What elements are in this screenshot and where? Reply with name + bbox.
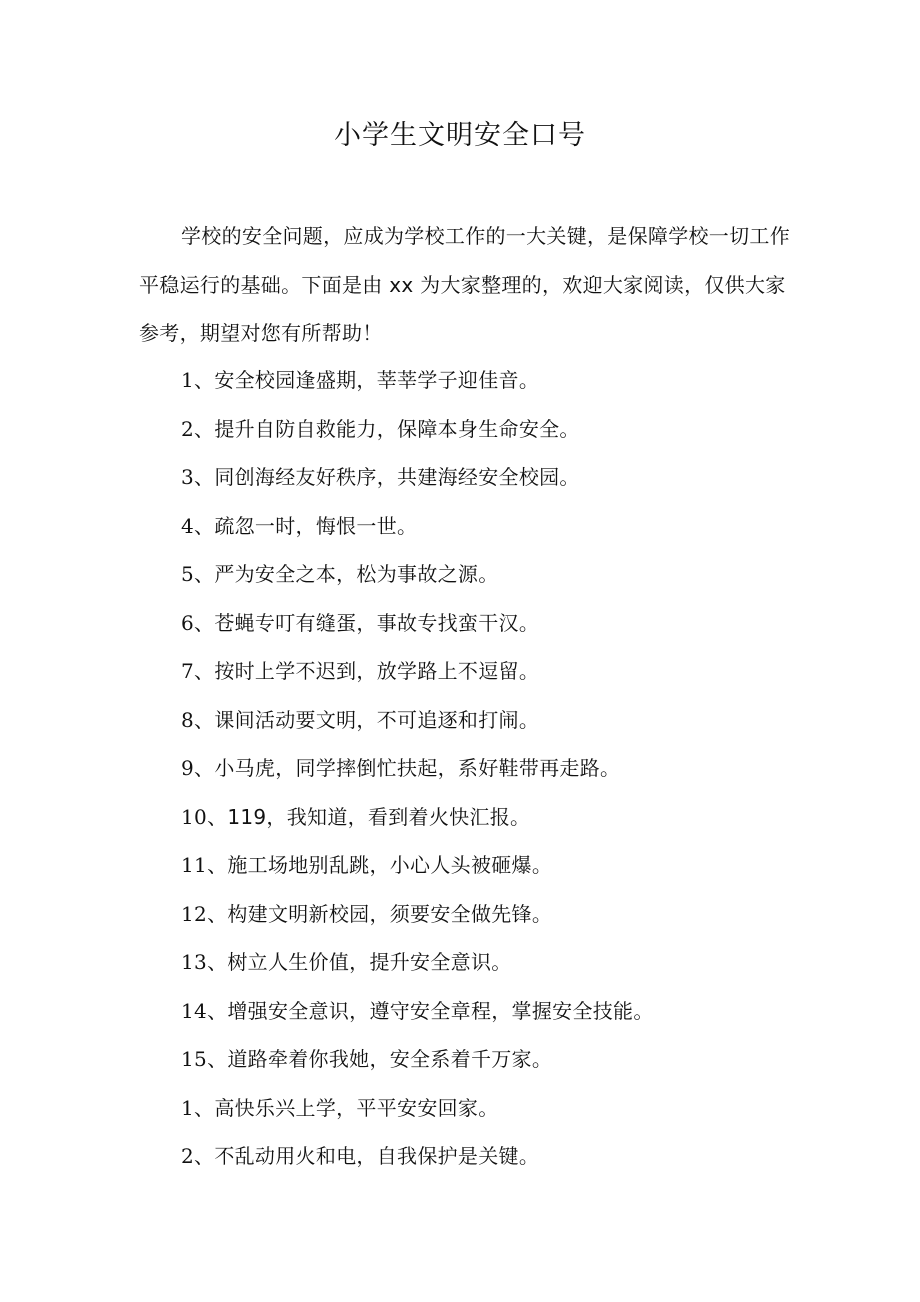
slogan-text: 、树立人生价值，提升安全意识。 — [207, 950, 512, 974]
slogan-number: 14 — [181, 998, 208, 1023]
slogan-item — [181, 890, 821, 939]
slogan-number: 6 — [181, 610, 195, 635]
slogan-number: 9 — [181, 756, 195, 780]
slogan-item — [181, 841, 821, 890]
slogan-text: 、119，我知道，看到着火快汇报。 — [207, 804, 531, 829]
slogan-number: 13 — [181, 950, 208, 974]
slogan-number: 7 — [181, 659, 195, 683]
slogan-text: 、按时上学不迟到，放学路上不逗留。 — [194, 659, 540, 683]
slogan-text: 、小马虎，同学摔倒忙扶起，系好鞋带再走路。 — [194, 756, 621, 780]
slogan-number: 3 — [181, 465, 195, 489]
slogan-item — [181, 1084, 821, 1133]
slogan-text: 、提升自防自救能力，保障本身生命安全。 — [194, 416, 580, 441]
slogan-number: 15 — [181, 1047, 208, 1071]
slogan-item — [181, 793, 821, 842]
intro-paragraph: 学校的安全问题，应成为学校工作的一大关键，是保障学校一切工作平稳运行的基础。下面是由 xx 为大家整理的，欢迎大家阅读，仅供大家参考，期望对您有所帮助！ — [139, 224, 790, 345]
slogan-text: 、高快乐兴上学，平平安安回家。 — [194, 1095, 499, 1120]
slogan-item — [181, 1035, 821, 1084]
slogan-text: 、课间活动要文明，不可追逐和打闹。 — [194, 707, 540, 732]
slogan-text: 、构建文明新校园，须要安全做先锋。 — [207, 901, 553, 926]
slogan-number: 2 — [181, 416, 195, 441]
slogan-number: 11 — [181, 853, 208, 877]
slogan-text: 、不乱动用火和电，自我保护是关键。 — [194, 1144, 540, 1168]
slogan-text: 、安全校园逢盛期，莘莘学子迎佳音。 — [194, 368, 540, 392]
slogan-text: 、增强安全意识，遵守安全章程，掌握安全技能。 — [207, 998, 654, 1023]
slogan-item — [181, 599, 821, 648]
slogan-item — [181, 356, 821, 405]
slogan-text: 、同创海经友好秩序，共建海经安全校园。 — [194, 465, 580, 489]
slogan-item — [181, 405, 821, 454]
document-title: 小学生文明安全口号 — [334, 120, 586, 151]
slogan-text: 、疏忽一时，悔恨一世。 — [194, 513, 418, 538]
slogan-number: 5 — [181, 562, 195, 586]
slogan-number: 4 — [181, 513, 195, 538]
slogan-item — [181, 453, 821, 502]
slogan-number: 1 — [181, 368, 195, 392]
slogan-item — [181, 744, 821, 793]
slogan-text: 、严为安全之本，松为事故之源。 — [194, 562, 499, 586]
slogan-item — [181, 502, 821, 551]
slogan-item — [181, 938, 821, 987]
slogan-number: 12 — [181, 901, 208, 926]
slogan-list — [181, 356, 821, 1181]
slogan-number: 2 — [181, 1144, 195, 1168]
slogan-item — [181, 696, 821, 745]
slogan-item — [181, 647, 821, 696]
slogan-item — [181, 1132, 821, 1181]
slogan-number: 1 — [181, 1095, 195, 1120]
slogan-number: 8 — [181, 707, 195, 732]
slogan-number: 10 — [181, 804, 208, 829]
slogan-text: 、苍蝇专叮有缝蛋，事故专找蛮干汉。 — [194, 610, 540, 635]
slogan-item — [181, 550, 821, 599]
slogan-item — [181, 987, 821, 1036]
slogan-text: 、施工场地别乱跳，小心人头被砸爆。 — [207, 853, 553, 877]
slogan-text: 、道路牵着你我她，安全系着千万家。 — [207, 1047, 553, 1071]
